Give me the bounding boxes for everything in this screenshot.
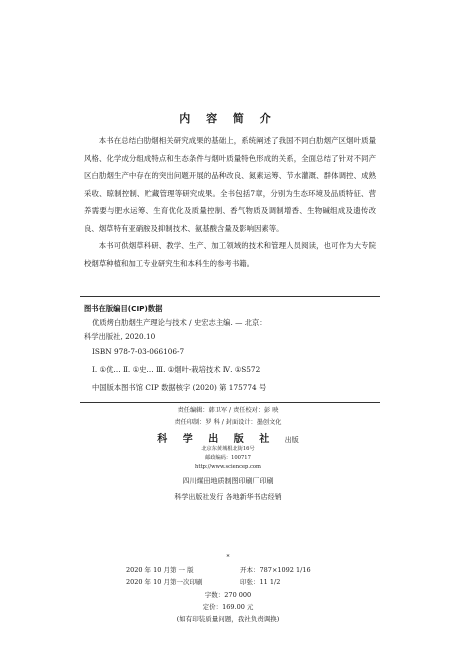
print-sheets: 印张：11 1/2 bbox=[240, 578, 281, 587]
cip-title-line: 优质烤白肋烟生产理论与技术 / 史宏志主编. — 北京： bbox=[92, 318, 267, 328]
publisher-logo bbox=[0, 430, 456, 445]
publisher-suffix: 出版 bbox=[284, 436, 299, 444]
staff-credits bbox=[0, 405, 456, 429]
publisher-block bbox=[0, 430, 456, 504]
staff-line-production: 责任印制：罗 科 / 封面设计：墨创文化 bbox=[174, 419, 282, 426]
cip-isbn: ISBN 978-7-03-066106-7 bbox=[92, 346, 185, 356]
cip-publisher-line: 科学出版社, 2020.10 bbox=[84, 332, 156, 342]
cip-classification: Ⅰ. ①优… Ⅱ. ①史… Ⅲ. ①烟叶-栽培技术 Ⅳ. ①S572 bbox=[92, 364, 261, 374]
book-format: 开本：787×1092 1/16 bbox=[240, 566, 311, 575]
publisher-postcode: 邮政编码：100717 bbox=[205, 455, 251, 461]
publisher-name: 科 学 出 版 社 bbox=[157, 434, 276, 445]
separator-star: * bbox=[226, 554, 230, 561]
word-count: 字数：270 000 bbox=[204, 590, 252, 599]
distribution-line: 科学出版社发行 各地新华书店经销 bbox=[174, 493, 282, 501]
cip-record-number: 中国版本图书馆 CIP 数据核字 (2020) 第 175774 号 bbox=[92, 383, 267, 393]
intro-title: 内 容 简 介 bbox=[179, 112, 277, 125]
printer-name: 四川煤田地质制图印刷厂印刷 bbox=[182, 477, 274, 485]
top-divider bbox=[80, 296, 380, 297]
cip-header: 图书在版编目(CIP)数据 bbox=[84, 304, 163, 313]
edition-date: 2020 年 10 月第 一 版 bbox=[125, 566, 194, 575]
print-date: 2020 年 10 月第一次印刷 bbox=[125, 578, 203, 587]
edition-specs bbox=[0, 552, 456, 625]
publisher-website: http://www.sciencep.com bbox=[195, 464, 261, 470]
publisher-address: 北京东黄城根北街16号 bbox=[201, 446, 255, 452]
intro-abstract bbox=[84, 132, 376, 272]
intro-paragraph: 本书可供烟草科研、教学、生产、加工领域的技术和管理人员阅读，也可作为大专院校烟草种植和加工专业研究生和本科生的参考书籍。 bbox=[84, 241, 376, 268]
quality-note: (如有印装质量问题，我社负责调换) bbox=[176, 615, 280, 624]
intro-paragraph: 本书在总结白肋烟相关研究成果的基础上，系统阐述了我国不同白肋烟产区烟叶质量风格、化学成分组成特点和生态条件与烟叶质量特色形成的关系，全面总结了针对不同产区白肋烟生产中存在的突出问题开展的品种改良、氮素运筹、节水灌溉、群体调控、成熟采收、晾制控制、贮藏管理等研究成果。全书包括7章，分别为生态环境及品质特征、营养需要与肥水运筹、生育优化及质量控制、香气物质及调制增香、生物碱组成及遗传改良、烟草特有亚硝胺及抑制技术、氨基酸含量及影响因素等。 bbox=[84, 136, 376, 233]
cip-block bbox=[84, 302, 384, 395]
price: 定价：169.00 元 bbox=[202, 602, 254, 611]
bottom-divider bbox=[80, 402, 380, 403]
staff-line-editors: 责任编辑：韩卫军 / 责任校对：彭 映 bbox=[177, 407, 279, 414]
